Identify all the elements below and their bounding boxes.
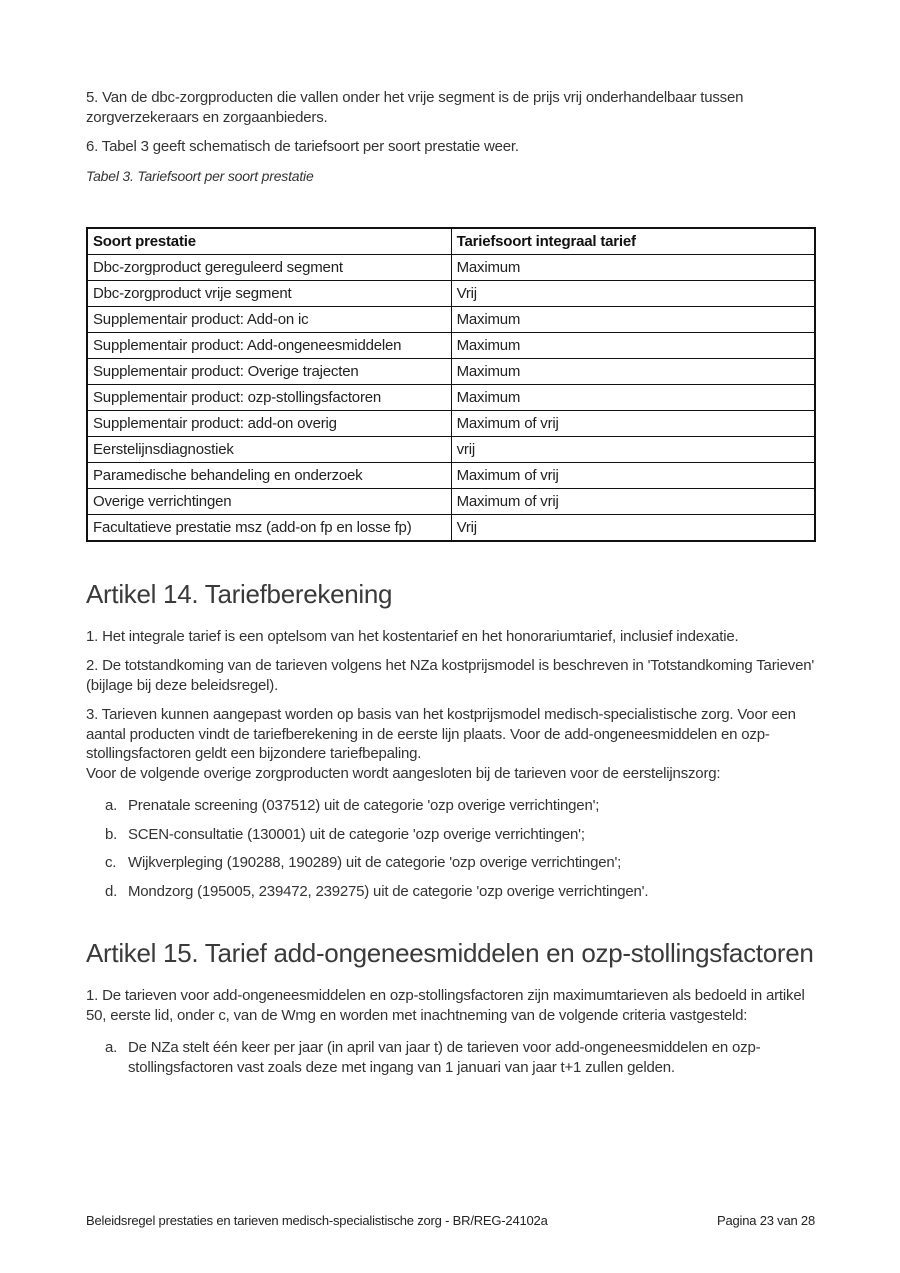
table-cell: vrij — [451, 436, 815, 462]
table-cell: Supplementair product: Overige trajecten — [87, 358, 451, 384]
table-cell: Dbc-zorgproduct vrije segment — [87, 280, 451, 306]
table-caption: Tabel 3. Tariefsoort per soort prestatie — [86, 167, 314, 184]
list-item-letter: b. — [105, 825, 118, 843]
table-cell: Supplementair product: add-on overig — [87, 410, 451, 436]
footer-page-number: Pagina 23 van 28 — [717, 1213, 815, 1228]
table-header-row — [87, 228, 815, 255]
table-cell: Maximum — [451, 306, 815, 332]
table-row — [87, 332, 815, 358]
artikel-15-heading: Artikel 15. Tarief add-ongeneesmiddelen en ozp-stollingsfactoren — [86, 938, 814, 968]
list-item-letter: d. — [105, 882, 118, 900]
artikel14-paragraph-3-text: 3. Tarieven kunnen aangepast worden op basis van het kostprijsmodel medisch-specialistische zorg. Voor een aantal producten vindt de tariefberekening in de eerste lijn plaats. Voor de add-ongeneesmiddelen en ozp-stollingsfactoren geldt een bijzondere tariefbepaling. — [86, 706, 796, 762]
table-row — [87, 514, 815, 541]
footer-document-title: Beleidsregel prestaties en tarieven medisch-specialistische zorg - BR/REG-24102a — [86, 1213, 548, 1228]
table-cell: Supplementair product: ozp-stollingsfactoren — [87, 384, 451, 410]
artikel15-list — [86, 1038, 818, 1077]
tariff-table-header — [87, 228, 815, 255]
table-cell: Vrij — [451, 280, 815, 306]
table-row — [87, 462, 815, 488]
table-row — [87, 410, 815, 436]
artikel14-paragraph-2: 2. De totstandkoming van de tarieven volgens het NZa kostprijsmodel is beschreven in 'Totstandkoming Tarieven' (bijlage bij deze beleidsregel). — [86, 657, 815, 694]
list-item-letter: c. — [105, 854, 117, 871]
list-item-text: Mondzorg (195005, 239472, 239275) uit de categorie 'ozp overige verrichtingen'. — [128, 882, 649, 900]
list-item-letter: a. — [105, 1039, 118, 1056]
artikel14-list — [86, 796, 818, 901]
table-row — [87, 306, 815, 332]
table-cell: Maximum — [451, 254, 815, 280]
list-item — [86, 853, 818, 873]
table-header-cell: Tariefsoort integraal tarief — [451, 228, 815, 255]
tariff-table-body — [87, 254, 815, 541]
table-row — [87, 358, 815, 384]
table-row — [87, 384, 815, 410]
table-header-cell: Soort prestatie — [87, 228, 451, 255]
paragraph-5: 5. Van de dbc-zorgproducten die vallen onder het vrije segment is de prijs vrij onderhandelbaar tussen zorgverzekeraars en zorgaanbieders. — [86, 89, 744, 126]
tariff-table — [86, 227, 816, 542]
table-cell: Maximum of vrij — [451, 410, 815, 436]
table-cell: Supplementair product: Add-ongeneesmiddelen — [87, 332, 451, 358]
table-row — [87, 280, 815, 306]
list-item — [86, 825, 818, 845]
table-cell: Maximum of vrij — [451, 462, 815, 488]
artikel-14-heading: Artikel 14. Tariefberekening — [86, 578, 393, 609]
table-cell: Paramedische behandeling en onderzoek — [87, 462, 451, 488]
table-cell: Eerstelijnsdiagnostiek — [87, 436, 451, 462]
table-cell: Facultatieve prestatie msz (add-on fp en losse fp) — [87, 514, 451, 541]
table-cell: Maximum — [451, 384, 815, 410]
artikel14-paragraph-3 — [86, 705, 818, 783]
table-cell: Supplementair product: Add-on ic — [87, 306, 451, 332]
artikel15-paragraph-1: 1. De tarieven voor add-ongeneesmiddelen en ozp-stollingsfactoren zijn maximumtarieven als bedoeld in artikel 50, eerste lid, onder c, van de Wmg en worden met inachtneming van de volgende criteria vastgesteld: — [86, 987, 805, 1024]
table-cell: Maximum — [451, 332, 815, 358]
artikel14-paragraph-3-continuation: Voor de volgende overige zorgproducten wordt aangesloten bij de tarieven voor de eerstelijnszorg: — [86, 764, 721, 782]
table-row — [87, 254, 815, 280]
page-content — [86, 0, 818, 1077]
paragraph-6: 6. Tabel 3 geeft schematisch de tariefsoort per soort prestatie weer. — [86, 138, 519, 155]
table-cell: Vrij — [451, 514, 815, 541]
list-item-text: De NZa stelt één keer per jaar (in april van jaar t) de tarieven voor add-ongeneesmiddelen en ozp-stollingsfactoren vast zoals deze met ingang van 1 januari van jaar t+1 zullen gelden. — [128, 1039, 761, 1076]
artikel14-paragraph-1: 1. Het integrale tarief is een optelsom van het kostentarief en het honorariumtarief, inclusief indexatie. — [86, 627, 739, 645]
table-cell: Overige verrichtingen — [87, 488, 451, 514]
table-row — [87, 488, 815, 514]
table-cell: Maximum of vrij — [451, 488, 815, 514]
table-row — [87, 436, 815, 462]
list-item — [86, 796, 818, 816]
list-item — [86, 882, 818, 902]
list-item-text: Prenatale screening (037512) uit de categorie 'ozp overige verrichtingen'; — [128, 797, 600, 814]
list-item — [86, 1038, 818, 1077]
table-cell: Dbc-zorgproduct gereguleerd segment — [87, 254, 451, 280]
list-item-letter: a. — [105, 797, 118, 814]
page-footer — [86, 1213, 815, 1228]
list-item-text: Wijkverpleging (190288, 190289) uit de categorie 'ozp overige verrichtingen'; — [128, 854, 622, 871]
table-cell: Maximum — [451, 358, 815, 384]
list-item-text: SCEN-consultatie (130001) uit de categorie 'ozp overige verrichtingen'; — [128, 825, 585, 843]
